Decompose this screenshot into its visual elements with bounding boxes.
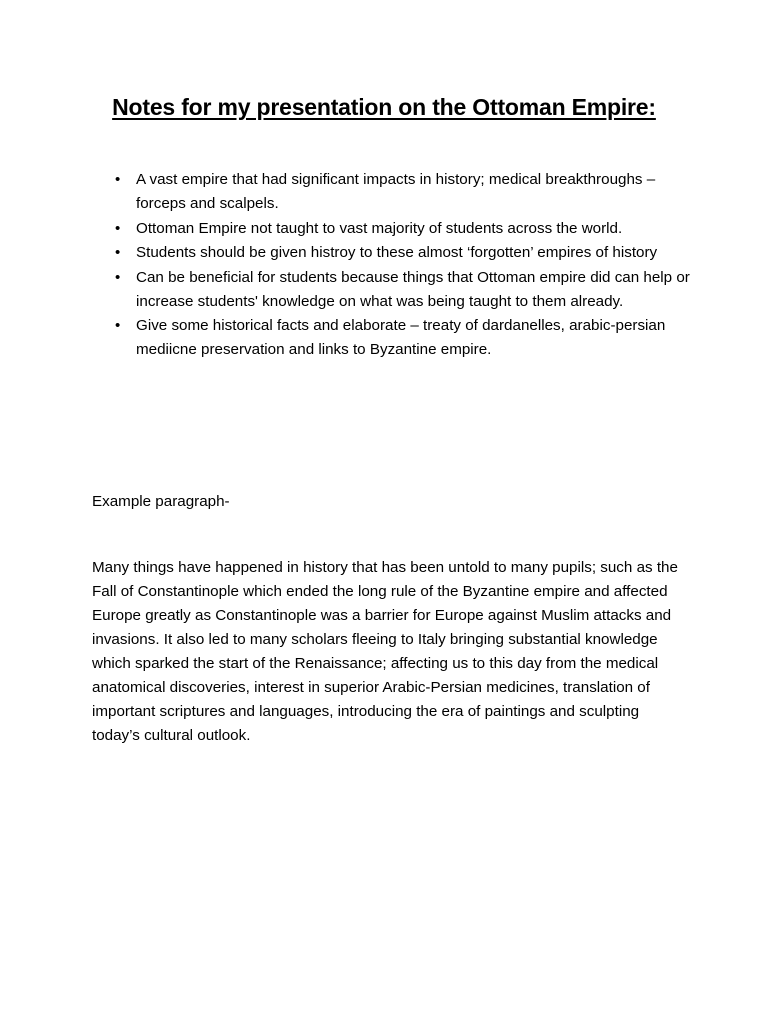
bullet-icon: • [115,244,121,261]
list-item [110,168,690,216]
list-item [110,266,690,314]
example-paragraph: Many things have happened in history that has been untold to many pupils; such as the Fall of Constantinople which ended the long rule of the Byzantine empire and affected Europe greatly as Constantinople was a barrier for Europe against Muslim attacks and invasions. It also led to many scholars fleeing to Italy bringing substantial knowledge which sparked the start of the Renaissance; affecting us to this day from the medical anatomical discoveries, interest in superior Arabic-Persian medicines, translation of important scriptures and languages, introducing the era of paintings and sculpting today’s cultural outlook. [92,559,678,744]
list-item [110,241,690,265]
list-item-text: A vast empire that had significant impacts in history; medical breakthroughs – forceps and scalpels. [136,171,656,212]
bullet-icon: • [115,317,121,334]
list-item [110,314,690,362]
bullet-icon: • [115,171,121,188]
list-item-text: Ottoman Empire not taught to vast majority of students across the world. [136,219,623,237]
list-item-text: Give some historical facts and elaborate – treaty of dardanelles, arabic-persian mediicne preservation and links to Byzantine empire. [136,317,666,358]
section-label: Example paragraph- [92,493,230,510]
list-item [110,217,690,241]
list-item-text: Students should be given histroy to these almost ‘forgotten’ empires of history [136,244,658,261]
bullet-icon: • [115,219,121,237]
notes-list [110,168,690,363]
list-item-text: Can be beneficial for students because things that Ottoman empire did can help or increase students' knowledge on what was being taught to them already. [136,268,690,310]
bullet-icon: • [115,268,121,286]
page-title: Notes for my presentation on the Ottoman Empire: [112,94,656,120]
